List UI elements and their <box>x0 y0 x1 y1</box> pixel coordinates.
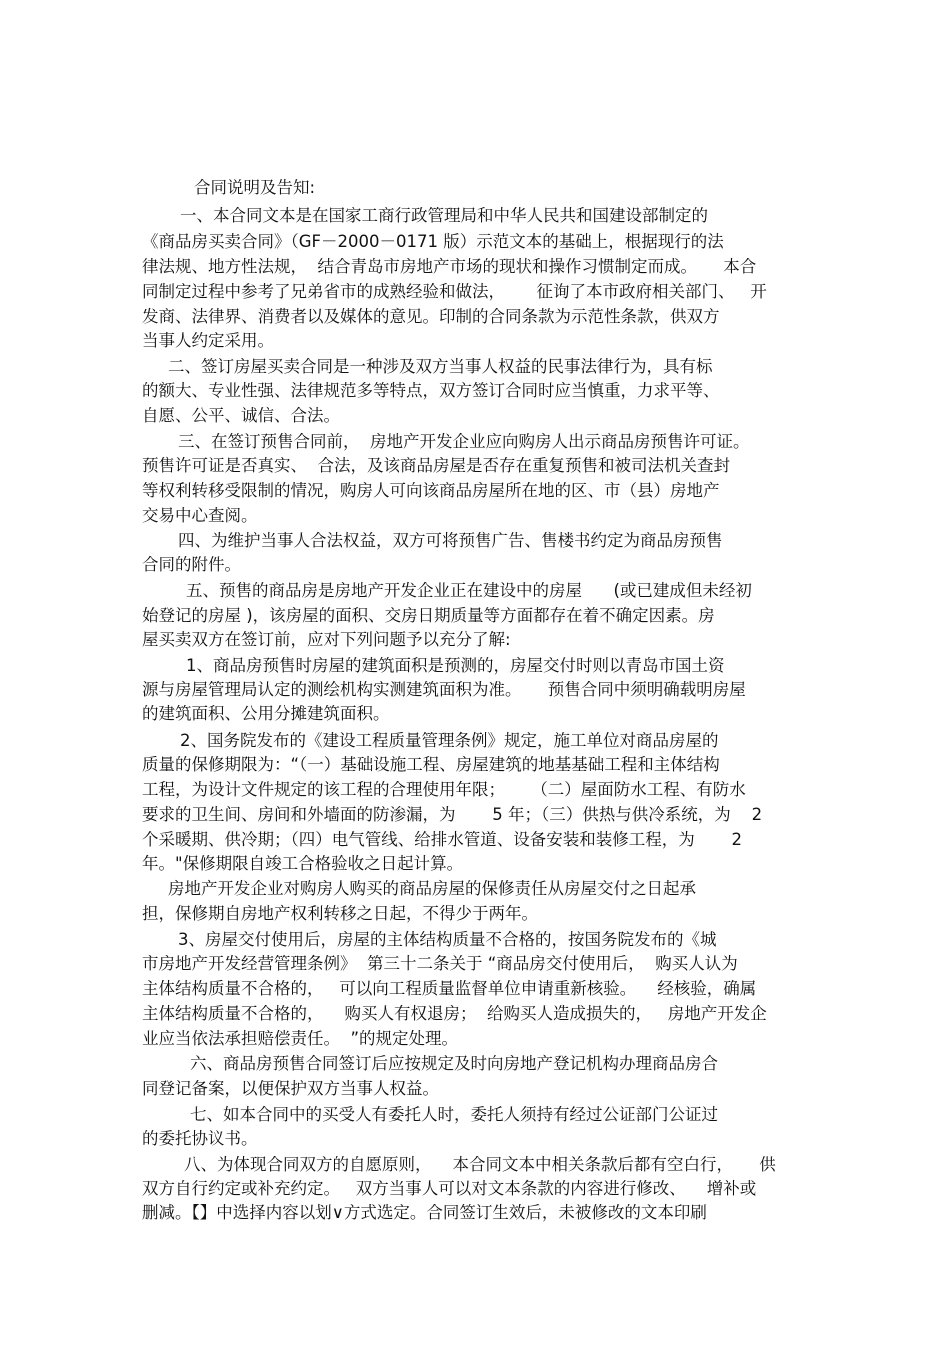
text-line: 六、商品房预售合同签订后应按规定及时向房地产登记机构办理商品房合 <box>190 1054 718 1073</box>
text-line: 七、如本合同中的买受人有委托人时，委托人须持有经过公证部门公证过 <box>190 1105 718 1124</box>
text-line: 八、为体现合同双方的自愿原则， 本合同文本中相关条款后都有空白行， 供 <box>184 1155 776 1174</box>
text-line: 自愿、公平、诚信、合法。 <box>142 406 340 425</box>
text-line: 律法规、地方性法规， 结合青岛市房地产市场的现状和操作习惯制定而成。 本合 <box>142 257 757 276</box>
text-line: 发商、法律界、消费者以及媒体的意见。印制的合同条款为示范性条款，供双方 <box>142 307 720 326</box>
text-line: 工程，为设计文件规定的该工程的合理使用年限； （二）屋面防水工程、有防水 <box>142 780 746 799</box>
text-line: 一、本合同文本是在国家工商行政管理局和中华人民共和国建设部制定的 <box>180 206 708 225</box>
text-line: 年。"保修期限自竣工合格验收之日起计算。 <box>142 854 464 873</box>
text-line: 业应当依法承担赔偿责任。 ”的规定处理。 <box>142 1029 459 1048</box>
text-line: 当事人约定采用。 <box>142 331 274 350</box>
text-line: 个采暖期、供冷期；（四）电气管线、给排水管道、设备安装和装修工程，为 2 <box>142 830 742 849</box>
text-line: 同登记备案，以便保护双方当事人权益。 <box>142 1079 439 1098</box>
text-line: 的建筑面积、公用分摊建筑面积。 <box>142 704 390 723</box>
text-line: 质量的保修期限为：“（一）基础设施工程、房屋建筑的地基基础工程和主体结构 <box>142 755 720 774</box>
text-line: 五、预售的商品房是房地产开发企业正在建设中的房屋 (或已建成但未经初 <box>186 581 752 600</box>
text-line: 要求的卫生间、房间和外墙面的防渗漏，为 5 年；（三）供热与供冷系统，为 2 <box>142 805 763 824</box>
text-line: 二、签订房屋买卖合同是一种涉及双方当事人权益的民事法律行为，具有标 <box>168 357 713 376</box>
text-line: 四、为维护当事人合法权益，双方可将预售广告、售楼书约定为商品房预售 <box>178 531 723 550</box>
text-line: 同制定过程中参考了兄弟省市的成熟经验和做法， 征询了本市政府相关部门、 开 <box>142 282 767 301</box>
text-line: 合同的附件。 <box>142 555 241 574</box>
text-line: 《商品房买卖合同》（GF－2000－0171 版）示范文本的基础上，根据现行的法 <box>142 232 724 251</box>
text-line: 删减。【】中选择内容以划∨方式选定。合同签订生效后，未被修改的文本印刷 <box>142 1203 707 1222</box>
text-line: 始登记的房屋 )，该房屋的面积、交房日期质量等方面都存在着不确定因素。房 <box>142 606 715 625</box>
text-line: 3、房屋交付使用后，房屋的主体结构质量不合格的，按国务院发布的《城 <box>178 930 717 949</box>
text-line: 1、商品房预售时房屋的建筑面积是预测的，房屋交付时则以青岛市国土资 <box>186 656 725 675</box>
text-line: 源与房屋管理局认定的测绘机构实测建筑面积为准。 预售合同中须明确载明房屋 <box>142 680 746 699</box>
text-line: 的额大、专业性强、法律规范多等特点，双方签订合同时应当慎重，力求平等、 <box>142 381 720 400</box>
text-line: 担，保修期自房地产权利转移之日起，不得少于两年。 <box>142 904 538 923</box>
text-line: 2、国务院发布的《建设工程质量管理条例》规定，施工单位对商品房屋的 <box>180 731 719 750</box>
text-line: 双方自行约定或补充约定。 双方当事人可以对文本条款的内容进行修改、 增补或 <box>142 1179 757 1198</box>
text-line: 三、在签订预售合同前， 房地产开发企业应向购房人出示商品房预售许可证。 <box>178 432 750 451</box>
text-line: 屋买卖双方在签订前，应对下列问题予以充分了解: <box>142 630 511 649</box>
text-line: 市房地产开发经营管理条例》 第三十二条关于 “商品房交付使用后， 购买人认为 <box>142 954 738 973</box>
text-line: 交易中心查阅。 <box>142 506 258 525</box>
document-heading: 合同说明及告知: <box>194 178 316 197</box>
text-line: 主体结构质量不合格的， 购买人有权退房； 给购买人造成损失的， 房地产开发企 <box>142 1004 767 1023</box>
text-line: 等权利转移受限制的情况，购房人可向该商品房屋所在地的区、市（县）房地产 <box>142 481 720 500</box>
text-line: 的委托协议书。 <box>142 1129 258 1148</box>
text-line: 房地产开发企业对购房人购买的商品房屋的保修责任从房屋交付之日起承 <box>168 879 696 898</box>
text-line: 预售许可证是否真实、 合法，及该商品房屋是否存在重复预售和被司法机关查封 <box>142 456 730 475</box>
text-line: 主体结构质量不合格的， 可以向工程质量监督单位申请重新核验。 经核验，确属 <box>142 979 757 998</box>
